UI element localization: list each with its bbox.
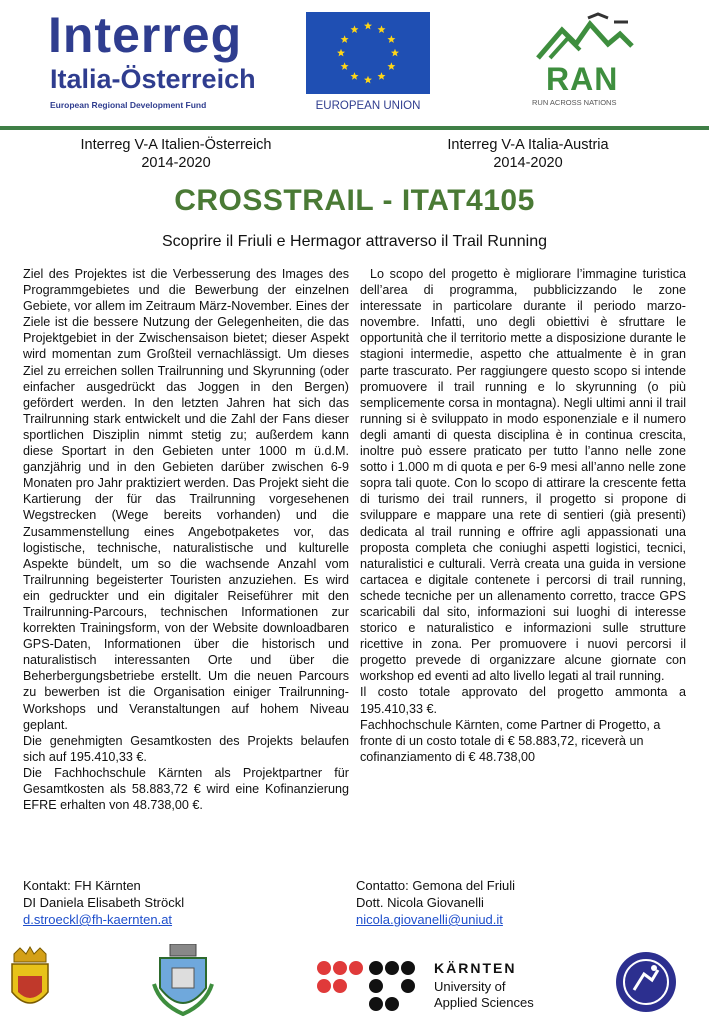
logo-dot-icon (401, 961, 415, 975)
logo-dot-icon (369, 997, 383, 1011)
logo-dot-icon (349, 961, 363, 975)
interreg-fund: European Regional Development Fund (50, 100, 207, 110)
runner-badge-icon (614, 950, 678, 1014)
club-badge (614, 950, 678, 1014)
program-label-german (36, 136, 316, 172)
italian-cost: Il costo totale approvato del progetto ammonta a 195.410,33 €. (360, 685, 686, 716)
contact-org: Contatto: Gemona del Friuli (356, 878, 515, 893)
logo-dot-icon (369, 961, 383, 975)
logo-dot-icon (333, 961, 347, 975)
coat-of-arms-hermagor (8, 946, 52, 1014)
logo-dot-icon (369, 979, 383, 993)
german-partner: Die Fachhochschule Kärnten als Projektpartner für Gesamtkosten als 58.883,72 € wird eine Kofinanzierung EFRE erhalten von 48.738,00 €. (23, 765, 349, 813)
program-label-italian (388, 136, 668, 172)
ran-word: RAN (546, 61, 619, 97)
contact-org: Kontakt: FH Kärnten (23, 878, 141, 893)
kaernten-subtitle: Applied Sciences (434, 995, 534, 1010)
program-name: Interreg V-A Italia-Austria (447, 137, 609, 153)
program-name: Interreg V-A Italien-Österreich (80, 137, 272, 153)
contact-email-link[interactable]: nicola.giovanelli@uniud.it (356, 912, 503, 927)
italian-description: Lo scopo del progetto è migliorare l’immagine turistica dell’area di programma, pubblicizzando le zone interessate in particolare durante il periodo marzo-novembre. Infatti, uno degli obiettivi è sfruttare le opportunità che il territorio mette a disposizione durante le stagioni intermedie, aspetto che attualmente è in gran parte trascurato. Per raggiungere questo scopo si intende promuovere il trail running e lo skyrunning (o più semplicemente corsa in montagna). Negli ultimi anni il trail running si è sviluppato in modo esponenziale e il numero degli amanti di questa disciplina è in continua crescita, inoltre può essere praticato per tutto l’anno nelle zone sotto i 1.000 m di quota e per 6-9 mesi all’anno nelle zone sopra tali quote. Con lo scopo di attirare la crescente fetta di turismo dei trail runners, il progetto si propone di sviluppare e mappare una rete di sentieri (già presenti) dedicata al trail running e offrire agli appassionati una proposta completa che coniughi aspetti logistici, tecnici, naturalistici e culturali. Verrà creata una guida in versione cartacea e digitale contenete i percorsi di trail running, schede tecniche per un allenamento corretto, tracce GPS scaricabili dal sito, informazioni sui luoghi di interesse storico e naturalistico e informazioni sulle strutture ricettive in zona. Per promuovere i nuovi percorsi il progetto prevede di organizzare alcune giornate con workshop ed eventi ad alto livello legati al trail running. (360, 267, 686, 684)
mountain-icon (528, 10, 638, 62)
german-description: Ziel des Projektes ist die Verbesserung des Images des Programmgebietes und die Bewerbung der einzelnen Gebiete, vor allem im Zeitraum März-November. Eines der Ziele ist die bessere Nutzung der Gelegenheiten, die das Projektgebiet in der Zwischensaison bietet; dieser Aspekt wird momentan zum Großteil vernachlässigt. Um dieses Ziel zu erreichen sollen Trailrunning und Skyrunning (oder einfacher ausgedrückt das Joggen in den Bergen) gefördert werden. In den letzten Jahren hat sich das Trailrunning stark entwickelt und die Zahl der Fans dieser sportlichen Disziplin nimmt stetig zu; außerdem kann diese Sportart in den Gebieten unter 1000 m ü.d.M. ganzjährig und in den Gebieten darüber zwischen 6-9 Monaten pro Jahr praktiziert werden. Das Projekt sieht die Kartierung der für das Trailrunning vorgesehenen Wegstrecken (Wege bereits vorhanden) und die Zusammenstellung eines Angebotpaketes vor, das logistische, technische, naturalistische und kulturelle Aspekte bündelt, um so die wachsende Anzahl vom Trailrunning begeisterter Touristen anzuziehen. Es wird ein gedruckter und ein digitaler Reiseführer mit den Trailrunning-Parcours, technischen Informationen zur korrekten Trainingsform, von der Website downloadbaren GPS-Daten, Informationen über die historisch und naturalistisch interessanten Orte und über die Beherbergungsbetriebe erstellt. Um die neuen Parcours zu bewerben ist die Organisation einiger Trailrunning-Workshops und Veranstaltungen auf hohem Niveau geplant. (23, 267, 349, 732)
interreg-logo (48, 8, 298, 118)
eu-label: EUROPEAN UNION (315, 100, 421, 112)
crown-shield-icon (8, 946, 52, 1014)
eu-logo (306, 12, 430, 116)
italian-partner: Fachhochschule Kärnten, come Partner di Progetto, a fronte di un costo totale di € 58.883,72, riceverà un cofinanziamento di € 48.738,00 (360, 717, 661, 764)
eu-flag-icon (306, 12, 430, 94)
page-title: CROSSTRAIL - ITAT4105 (174, 184, 535, 217)
ran-subtitle: RUN ACROSS NATIONS (532, 98, 617, 107)
italian-column (360, 266, 686, 765)
german-cost: Die genehmigten Gesamtkosten des Projekts belaufen sich auf 195.410,33 €. (23, 733, 349, 764)
interreg-word: Interreg (48, 7, 243, 63)
contact-austria (23, 877, 184, 928)
header (0, 0, 709, 126)
fh-kaernten-logo (316, 958, 546, 1014)
program-period: 2014-2020 (493, 155, 563, 171)
logo-dot-icon (333, 979, 347, 993)
contact-person: Dott. Nicola Giovanelli (356, 895, 484, 910)
logo-dot-icon (385, 961, 399, 975)
page-subtitle: Scoprire il Friuli e Hermagor attraverso il Trail Running (161, 233, 548, 250)
kaernten-name: KÄRNTEN (434, 960, 517, 976)
interreg-country: Italia-Österreich (50, 64, 256, 94)
ran-logo (528, 10, 638, 115)
kaernten-subtitle: University of (434, 979, 506, 994)
logo-dot-icon (317, 979, 331, 993)
dot-grid-icon (316, 958, 426, 1014)
castle-shield-icon (150, 944, 216, 1018)
contact-italy (356, 877, 515, 928)
coat-of-arms-gemona (150, 944, 216, 1018)
contact-person: DI Daniela Elisabeth Ströckl (23, 895, 185, 910)
contact-email-link[interactable]: d.stroeckl@fh-kaernten.at (23, 912, 173, 927)
logo-dot-icon (385, 997, 399, 1011)
logo-dot-icon (317, 961, 331, 975)
program-period: 2014-2020 (141, 155, 211, 171)
german-column (23, 266, 349, 813)
logo-dot-icon (401, 979, 415, 993)
header-divider (0, 126, 709, 130)
